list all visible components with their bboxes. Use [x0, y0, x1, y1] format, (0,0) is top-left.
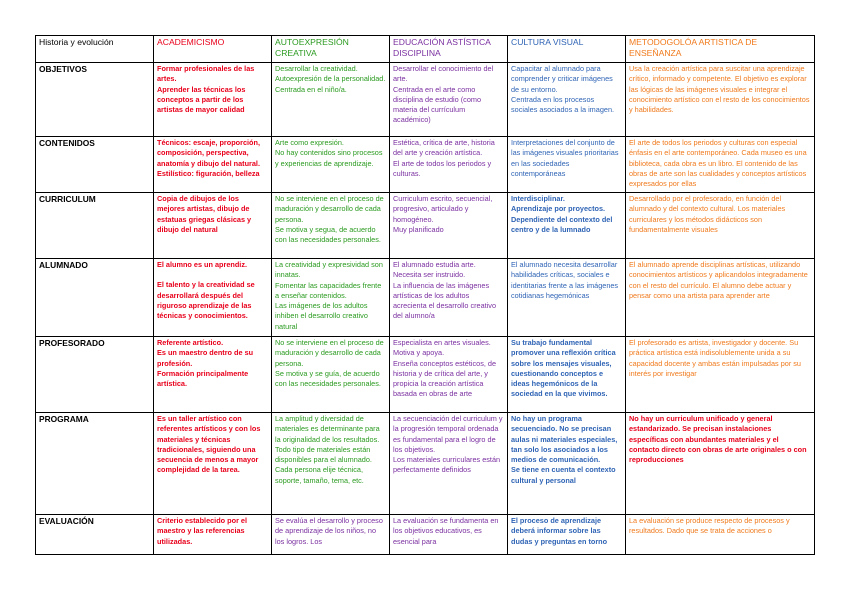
cell-text: Referente artístico.: [157, 338, 224, 347]
cell: [154, 137, 272, 193]
cell-text: El proceso de aprendizaje deberá informar sobre las dudas y preguntas en torno: [511, 516, 608, 546]
row-label: CONTENIDOS: [36, 137, 154, 193]
cell: [390, 63, 508, 137]
cell: [508, 193, 626, 259]
row-label: PROFESORADO: [36, 337, 154, 413]
cell: [626, 193, 815, 259]
cell-text: Interdisciplinar.: [511, 194, 565, 203]
cell: [154, 63, 272, 137]
cell-text: Se motiva y segua, de acuerdo con las necesidades personales.: [275, 224, 381, 245]
cell: [626, 413, 815, 515]
row-evaluacion: [36, 515, 815, 555]
cell: [508, 63, 626, 137]
cell-text: La amplitud y diversidad de materiales es determinante para la originalidad de los resultados.: [275, 414, 380, 444]
row-objetivos: [36, 63, 815, 137]
cell-text: Especialista en artes visuales. Motiva y apoya.: [393, 338, 491, 358]
cell-text: Formación principalmente artística.: [157, 368, 249, 389]
cell: [508, 337, 626, 413]
cell: [272, 515, 390, 555]
row-profesorado: [36, 337, 815, 413]
cell: [508, 413, 626, 515]
cell-text: No hay un curriculum unificado y general estandarizado. Se precisan instalaciones específicas con abundantes materiales y el contacto directo con obras de arte originales o con reproducciones: [629, 414, 807, 465]
cell: [626, 337, 815, 413]
cell-text: La evaluación se produce respecto de procesos y resultados. Dado que se trata de acciones o: [629, 516, 790, 536]
row-curriculum: [36, 193, 815, 259]
header-corner: Historia y evolución: [36, 36, 154, 63]
cell: [390, 193, 508, 259]
row-label: EVALUACIÓN: [36, 515, 154, 555]
cell-text: No hay contenidos sino procesos y experiencias de aprendizaje.: [275, 148, 383, 168]
header-cultura-visual: CULTURA VISUAL: [508, 36, 626, 63]
cell-text: El talento y la creatividad se desarrollará después del riguroso aprendizaje de las técnicas y conocimientos.: [157, 280, 255, 321]
cell: [390, 259, 508, 337]
cell-text: Autoexpresión de la personalidad.: [275, 74, 386, 84]
cell: [626, 259, 815, 337]
row-label: PROGRAMA: [36, 413, 154, 515]
cell-text: El alumnado estudia arte. Necesita ser instruido.: [393, 260, 476, 280]
cell: [390, 515, 508, 555]
cell: [390, 137, 508, 193]
header-autoexpresion: AUTOEXPRESIÓN CREATIVA: [272, 36, 390, 63]
header-metodologia: METODOGOLÓA ARTISTICA DE ENSEÑANZA: [626, 36, 815, 63]
cell-text: Dependiente del contexto del centro y de la lumnado: [511, 214, 613, 234]
row-label: ALUMNADO: [36, 259, 154, 337]
cell-text: El profesorado es artista, investigador y docente. Su práctica artística está indisolublemente unida a su capacidad docente y ambas están impulsadas por su interés por investigar: [629, 338, 801, 378]
cell-text: Es un maestro dentro de su profesión.: [157, 348, 254, 368]
cell-text: Centrada en los procesos sociales asociados a la imagen.: [511, 94, 615, 115]
cell-text: Las imágenes de los adultos inhiben el desarrollo creativo natural: [275, 301, 368, 331]
cell-text: Cada persona elije técnica, soporte, tamaño, tema, etc.: [275, 465, 364, 485]
cell-text: Centrada en el arte como disciplina de estudio (como materia del currículum académico): [393, 84, 482, 125]
cell-text: El alumno es un aprendiz.: [157, 260, 248, 269]
cell-text: Criterio establecido por el maestro y las referencias utilizadas.: [157, 516, 248, 546]
row-label: OBJETIVOS: [36, 63, 154, 137]
cell-text: Se evalúa el desarrollo y proceso de aprendizaje de los niños, no los logros. Los: [275, 516, 383, 546]
comparison-table: [35, 35, 815, 555]
cell-text: Los materiales curriculares están perfectamente definidos: [393, 455, 501, 475]
cell-text: Desarrollar el conocimiento del arte.: [393, 64, 494, 84]
cell-text: Desarrollado por el profesorado, en función del alumnado y del contexto cultural. Los materiales curriculares y los métodos didácticos son fundamentalmente visuales: [629, 194, 786, 234]
cell-text: Fomentar las capacidades frente a enseñar contenidos.: [275, 280, 382, 300]
cell-text: La secuenciación del curriculum y la progresión temporal ordenada es fundamental para el logro de los objetivos.: [393, 414, 503, 454]
cell-text: Estética, crítica de arte, historia del arte y creación artística.: [393, 138, 495, 158]
cell-text: La influencia de las imágenes artísticas de los adultos acrecienta el desarrollo creativo del alumno/a: [393, 280, 497, 321]
cell-text: Usa la creación artística para suscitar una aprendizaje crítico, informado y competente. El objetivo es explorar las lógicas de las imágenes visuales e integrar el conocimiento artístico con el resto de los conocimientos y habilidades.: [629, 64, 810, 115]
cell: [272, 337, 390, 413]
cell: [390, 337, 508, 413]
cell: [154, 413, 272, 515]
header-academicismo: ACADEMICISMO: [154, 36, 272, 63]
cell-text: Capacitar al alumnado para comprender y criticar imágenes de su entorno.: [511, 64, 613, 94]
cell-text: Es un taller artístico con referentes artísticos y con los materiales y técnicas tradicionales, siguiendo una secuencia de menos a mayor complejidad de la tarea.: [157, 414, 261, 475]
cell-text: Interpretaciones del conjunto de las imágenes visuales prioritarias en las sociedades contemporáneas: [511, 138, 619, 178]
cell: [626, 515, 815, 555]
cell: [154, 515, 272, 555]
cell: [626, 63, 815, 137]
cell-text: Arte como expresión.: [275, 138, 344, 147]
row-contenidos: [36, 137, 815, 193]
cell: [508, 515, 626, 555]
cell-text: Copia de dibujos de los mejores artistas, dibujo de estatuas griegas clásicas y dibujo del natural: [157, 194, 252, 234]
cell: [154, 337, 272, 413]
cell: [272, 137, 390, 193]
cell-text: Se tiene en cuenta el contexto cultural y personal: [511, 465, 616, 485]
cell-text: Curriculum escrito, secuencial, progresivo, articulado y homogéneo.: [393, 194, 493, 224]
cell-text: Se motiva y se guía, de acuerdo con las necesidades personales.: [275, 368, 381, 389]
cell-text: Técnicos: escaje, proporción, composición, perspectiva, anatomía y dibujo del natural.: [157, 138, 260, 168]
cell-text: El alumnado aprende disciplinas artísticas, utilizando conocimientos artísticos y aplicandolos integradamente con el resto del currículo. El alumno debe actuar y pensar como una artista para aprender arte: [629, 260, 808, 300]
cell-text: Desarrollar la creatividad.: [275, 64, 358, 73]
cell: [272, 413, 390, 515]
cell-text: La evaluación se fundamenta en los objetivos educativos, es esencial para: [393, 516, 499, 546]
row-label: CURRICULUM: [36, 193, 154, 259]
cell-text: Estilístico: figuración, belleza: [157, 168, 260, 178]
cell-text: Enseña conceptos estéticos, de historia y de crítica del arte, y propicia la creación artística basada en obras de arte: [393, 358, 497, 399]
cell-text: Muy planificado: [393, 224, 444, 234]
cell-text: Todo tipo de materiales están disponibles para el alumnado.: [275, 444, 372, 465]
cell-text: Aprender las técnicas los conceptos a partir de los artistas de mayor calidad: [157, 84, 246, 115]
cell: [626, 137, 815, 193]
cell-text: El arte de todos los periodos y culturas con especial énfasis en el arte contemporáneo. Cada museo es una biblioteca, cada obra es un libro. El contenido de las obras de arte son las cualidades y conceptos artísticos expresados por ellas: [629, 138, 807, 189]
cell-text: No se interviene en el proceso de maduración y desarrollo de cada persona.: [275, 338, 384, 368]
cell-text: No se interviene en el proceso de maduración y desarrollo de cada persona.: [275, 194, 384, 224]
cell-text: El arte de todos los periodos y culturas.: [393, 158, 492, 178]
cell: [272, 259, 390, 337]
cell-text: Formar profesionales de las artes.: [157, 64, 255, 84]
cell-text: No hay un programa secuenciado. No se precisan aulas ni materiales especiales, tan solo los asociados a los medios de comunicación.: [511, 414, 618, 465]
cell: [508, 259, 626, 337]
cell: [390, 413, 508, 515]
header-row: [36, 36, 815, 63]
cell-text: El alumnado necesita desarrollar habilidades críticas, sociales e identitarias frente a las imágenes cotidianas hegemónicas: [511, 260, 619, 300]
row-programa: [36, 413, 815, 515]
cell: [508, 137, 626, 193]
cell: [154, 259, 272, 337]
cell: [272, 63, 390, 137]
cell-text: Su trabajo fundamental promover una reflexión crítica sobre los mensajes visuales, cuestionando conceptos e ideas hegemónicos de la sociedad en la que vivimos.: [511, 338, 616, 399]
cell: [272, 193, 390, 259]
row-alumnado: [36, 259, 815, 337]
header-educacion-artistica: EDUCACIÓN ASTÍSTICA DISCIPLINA: [390, 36, 508, 63]
cell-text: Centrada en el niño/a.: [275, 84, 347, 94]
cell: [154, 193, 272, 259]
cell-text: La creatividad y expresividad son innatas.: [275, 260, 383, 280]
cell-text: Aprendizaje por proyectos.: [511, 204, 606, 214]
